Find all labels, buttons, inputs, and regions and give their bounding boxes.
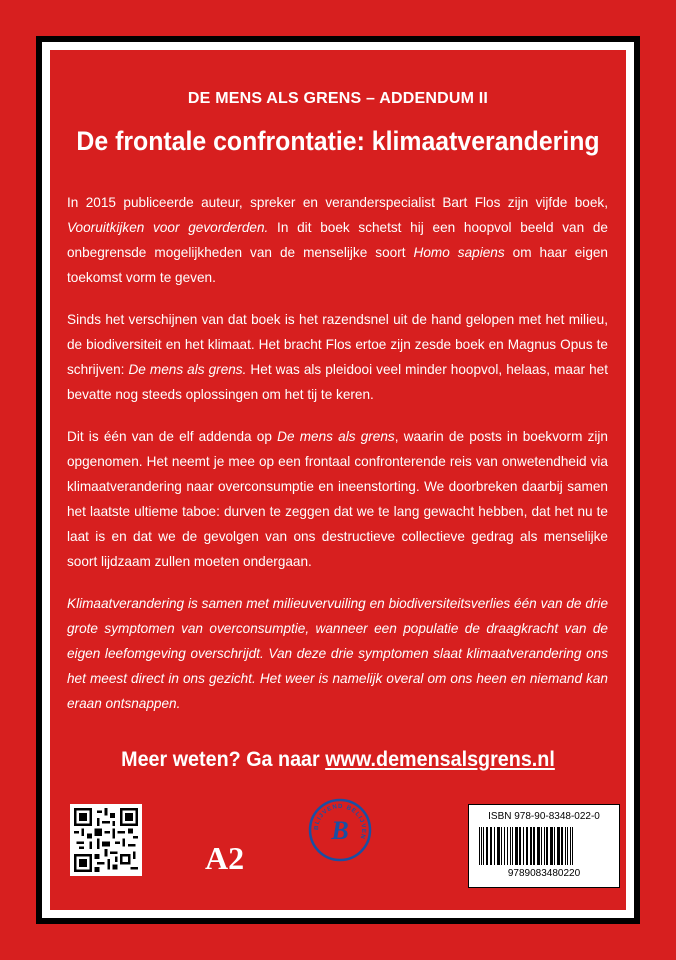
paragraph-1-text-a: In 2015 publiceerde auteur, spreker en veranderspecialist Bart Flos zijn vijfde boek, <box>67 195 608 210</box>
paragraph-1-text-c: In dit boek schetst hij een hoopvol beeld van de onbegrensde mogelijkheden van de menselijke soort <box>67 220 608 260</box>
species-name: Homo sapiens <box>413 245 505 260</box>
ean-number: 9789083480220 <box>507 868 581 879</box>
paragraph-3-text-a: Dit is één van de elf addenda op <box>67 429 278 444</box>
cta-lead: Meer weten? Ga naar <box>121 748 326 771</box>
blurb <box>67 190 608 733</box>
qr-code-icon <box>70 804 142 876</box>
paragraph-3-text-c: , waarin de posts in boekvorm zijn opgenomen. Het neemt je mee op een frontaal confronterende reis van onwetendheid via klimaatverandering naar overconsumptie en ineenstorting. We doorbreken daarbij samen het laatste ultieme taboe: durven te zeggen dat we te lang gewacht hebben, dat het nu te laat is en dat we de gevolgen van ons destructieve collectieve gedrag als menselijke soort lijdzaam zullen moeten ondergaan. <box>67 429 608 569</box>
book-title-mens-als-grens-2: De mens als grens <box>277 429 395 444</box>
blijvend-belijven-seal-icon <box>308 798 372 862</box>
series-heading: DE MENS ALS GRENS – ADDENDUM II <box>187 90 489 107</box>
paragraph-1-text-e: om haar eigen toekomst vorm te geven. <box>67 245 608 285</box>
paragraph-2-text-c: Het was als pleidooi veel minder hoopvol, helaas, maar het bevatte nog steeds oplossingen om het tij te keren. <box>67 362 609 402</box>
book-title-vooruitkijken: Vooruitkijken voor gevorderden. <box>67 220 269 235</box>
call-to-action <box>67 748 608 772</box>
page-title: De frontale confrontatie: klimaatverandering <box>76 126 600 156</box>
paragraph-2-text-a: Sinds het verschijnen van dat boek is het razendsnel uit de hand gelopen met het milieu, de biodiversiteit en het klimaat. Het bracht Flos ertoe zijn zesde boek en Magnus Opus te schrijven: <box>67 312 608 377</box>
cover-panel <box>50 50 626 910</box>
website-link[interactable]: www.demensalsgrens.nl <box>325 748 555 771</box>
isbn-barcode <box>468 804 620 888</box>
seal-letter: B <box>331 816 349 845</box>
book-title-mens-als-grens: De mens als grens. <box>128 362 247 377</box>
paragraph-2 <box>67 307 608 407</box>
isbn-label: ISBN 978-90-8348-022-0 <box>488 811 600 822</box>
paragraph-1 <box>67 190 608 290</box>
barcode-bars-icon <box>477 827 611 865</box>
seal-text: BLIJVEND BELIJVEN <box>313 803 367 841</box>
paragraph-4: Klimaatverandering is samen met milieuvervuiling en biodiversiteitsverlies één van de drie grote symptomen van overconsumptie, wanneer een populatie de draagkracht van de eigen leefomgeving overschrijdt. Van deze drie symptomen slaat klimaatverandering ons het meest direct in ons gezicht. Het weer is namelijk overal om ons heen en niemand kan eraan ontsnappen. <box>67 596 608 711</box>
paragraph-3 <box>67 424 608 574</box>
publisher-logo: A2 <box>205 840 245 876</box>
